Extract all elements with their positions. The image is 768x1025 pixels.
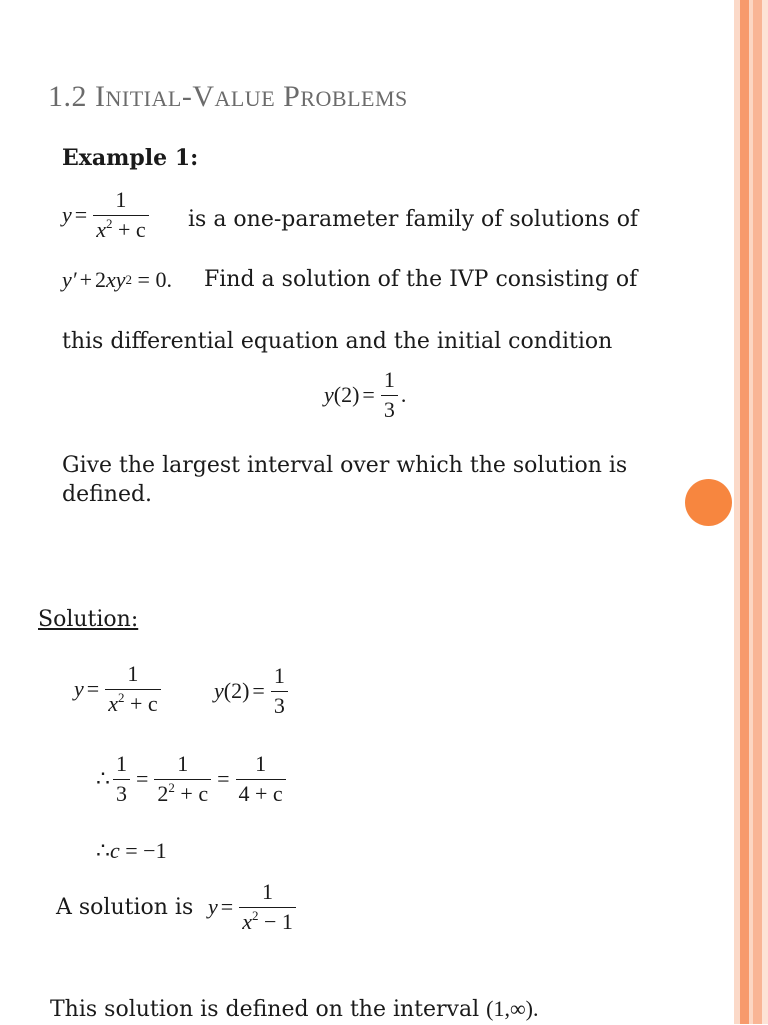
statement-line-5: defined. — [62, 482, 153, 507]
right-border-stripe — [753, 0, 762, 1024]
statement-line-3: this differential equation and the initial condition — [62, 329, 613, 354]
solution-family-equation: y = $\frac{1}{x^2 + c}$ — [74, 662, 164, 716]
right-border-stripe — [762, 0, 768, 1024]
decorative-orange-circle — [685, 479, 732, 526]
solution-initial-condition: y (2) = $\frac{1}{3}$ — [214, 664, 291, 718]
c-value-equation: ∴ c = −1 — [96, 838, 167, 863]
statement-line-1: is a one-parameter family of solutions of — [188, 207, 639, 232]
statement-line-2: Find a solution of the IVP consisting of — [204, 267, 638, 292]
conclusion-line: This solution is defined on the interval (1,∞). — [50, 996, 539, 1022]
ode-equation: y′ + 2 xy 2 = 0. — [62, 267, 172, 292]
example-heading: Example 1: — [62, 145, 199, 171]
substitution-equation: ∴ $\frac{1}{3}$ = $\frac{1}{2^2 + c}$ = $\frac{1}{4 + c}$ — [96, 752, 289, 806]
family-equation: y = $\frac{1}{x^2 + c}$ — [62, 188, 152, 242]
statement-line-4: Give the largest interval over which the solution is — [62, 453, 628, 478]
solution-heading: Solution: — [38, 607, 139, 632]
right-border-stripe — [740, 0, 749, 1024]
answer-prefix: A solution is — [56, 895, 194, 920]
slide-title: 1.2 INITIAL-VALUE PROBLEMS — [48, 80, 408, 113]
answer-equation: y = $\frac{1}{x^2 - 1}$ — [208, 880, 299, 934]
initial-condition: y (2) = $\frac{1}{3}$ . — [324, 367, 407, 422]
